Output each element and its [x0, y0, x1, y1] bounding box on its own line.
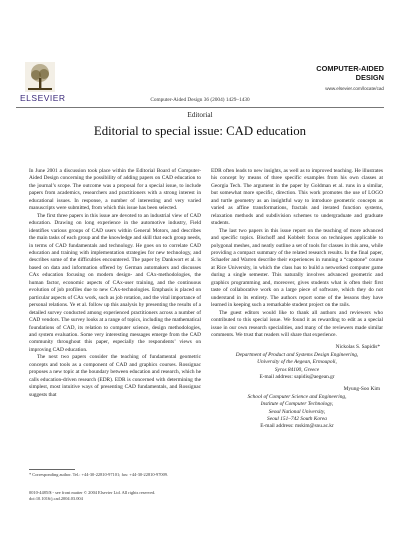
footnote-divider — [29, 469, 75, 470]
author-affiliation: School of Computer Science and Engineering, — [247, 393, 347, 400]
paragraph: The next two papers consider the teaching of fundamental geometric concepts and tools as a component of CAD and graphics courses. Rossignac proposes a new topic at the boundary between education and research, which he calls education-driven research (EDR). EDR is concerned with determining the simplest, most intuitive ways of presenting CAD fundamentals, and Rossignac suggests that — [29, 354, 201, 398]
journal-citation: Computer-Aided Design 36 (2004) 1429–1430 — [150, 97, 250, 103]
journal-header — [0, 0, 400, 112]
signature-block — [211, 344, 383, 381]
publisher-name: ELSEVIER — [20, 93, 66, 103]
doi-line: doi:10.1016/j.cad.2004.03.004 — [29, 496, 83, 501]
author-affiliation: Seoul National University, — [268, 408, 326, 415]
author-affiliation: Syros 84100, Greece — [274, 366, 320, 373]
author-email: E-mail address: sapidis@aegean.gr — [259, 374, 335, 381]
section-label: Editorial — [187, 111, 213, 119]
author-affiliation: Institute of Computer Technology, — [260, 401, 334, 408]
author-email: E-mail address: mskim@snu.ac.kr — [260, 423, 334, 430]
right-column — [211, 168, 383, 431]
signature-block — [211, 386, 383, 430]
paragraph: The last two papers in this issue report on the teaching of more advanced and specific topics. Bischoff and Kobbelt focus on techniques applicable to polygonal meshes, and neatly outline a set of tools for classes in this area, while providing a compact summary of the related research results. In the final paper, Schaefer and Warren describe their experiences in running a “capstone” course at Rice University, in which the class has to build a networked computer game during a single semester. This naturally involves advanced geometric and graphics programming and, moreover, gives students what is often their first taste of collaborative work on a large piece of software, which they do not understand in its entirety. The authors report some of the lessons they have learned in keeping such a remarkable student project on the rails. — [211, 227, 383, 309]
author-affiliation: University of the Aegean, Ermoupoli, — [257, 359, 337, 366]
left-column — [29, 168, 201, 399]
copyright-notice — [29, 490, 201, 502]
journal-title-block — [292, 64, 384, 91]
article-title: Editorial to special issue: CAD education — [93, 124, 307, 138]
author-affiliation: Department of Product and Systems Design Engineering, — [235, 351, 359, 358]
author-affiliation: Seoul 151–742 South Korea — [267, 416, 327, 423]
journal-name-line1: COMPUTER-AIDED — [316, 64, 384, 73]
author-name: Nickolas S. Sapidis* — [335, 344, 380, 351]
paragraph: In June 2001 a discussion took place within the Editorial Board of Computer-Aided Design concerning the possibility of adding papers on CAD education to the journal’s scope. The outcome was a proposal for a special issue, to include papers from academics, researchers and practitioners with a strong interest in educational issues. In response, a number of interesting and very varied manuscripts were submitted, from which this issue has been selected. — [29, 168, 201, 212]
journal-name-line2: DESIGN — [355, 73, 384, 82]
elsevier-tree-icon — [25, 62, 55, 92]
author-name: Myung-Soo Kim — [343, 386, 380, 393]
paragraph: The first three papers in this issue are devoted to an industrial view of CAD education. Drawing on long experience in the automotive industry, Field identifies various groups of CAD users within General Motors, and describes the main tasks of each group and the knowledge and skill that each group needs, in terms of CAD fundamentals and technology. He goes on to correlate CAD education and training with implementation strategies for new technology, and describes some of the difficulties encountered. The paper by Dankwort et al. is based on data and information offered by German automakers and discusses CAx education focusing on modern design- and CAx-methodologies, the human factor, economic aspects of CAx-user training, and the continuous evolution of job profiles due to new CAx-technologies. Emphasis is placed on particular aspects of CAx work, such as job rotation, and the vital importance of personal relations. Ye et al. follow up this analysis by presenting the results of a detailed survey conducted among experienced practitioners across a number of CAD vendors. The survey looks at a range of topics, including the mathematical foundations of CAD, its relation to computer science, design methodologies, and system evaluation. Some very interesting messages emerge from the CAD community throughout this paper, especially the respondents’ views on improving CAD education. — [29, 212, 201, 353]
paragraph: EDR often leads to new insights, as well as to improved teaching. He illustrates his concept by means of three specific examples from his own classes at Georgia Tech. The argument in the paper by Goldman et al. runs in a similar, but somewhat more specific, direction. This work promotes the use of LOGO and turtle geometry as an insightful way to introduce geometric concepts as varied as affine transformations, fractals and iterated function systems, relaxation methods and subdivision schemes to undergraduate and graduate students. — [211, 168, 383, 227]
footnote: * Corresponding author. Tel.: +44-30-22810-97101; fax: +44-30-22810-97009. — [29, 472, 169, 477]
journal-url[interactable]: www.elsevier.com/locate/cad — [325, 86, 384, 91]
header-divider — [16, 107, 384, 108]
paragraph: The guest editors would like to thank all authors and reviewers who contributed to this special issue. We found it as rewarding to edit as a special issue in our own research specialities, and many of the reviewers made similar comments. We trust that readers will share that experience. — [211, 309, 383, 338]
copyright-line: 0010-4485/$ - see front matter © 2004 Elsevier Ltd. All rights reserved. — [29, 490, 156, 495]
